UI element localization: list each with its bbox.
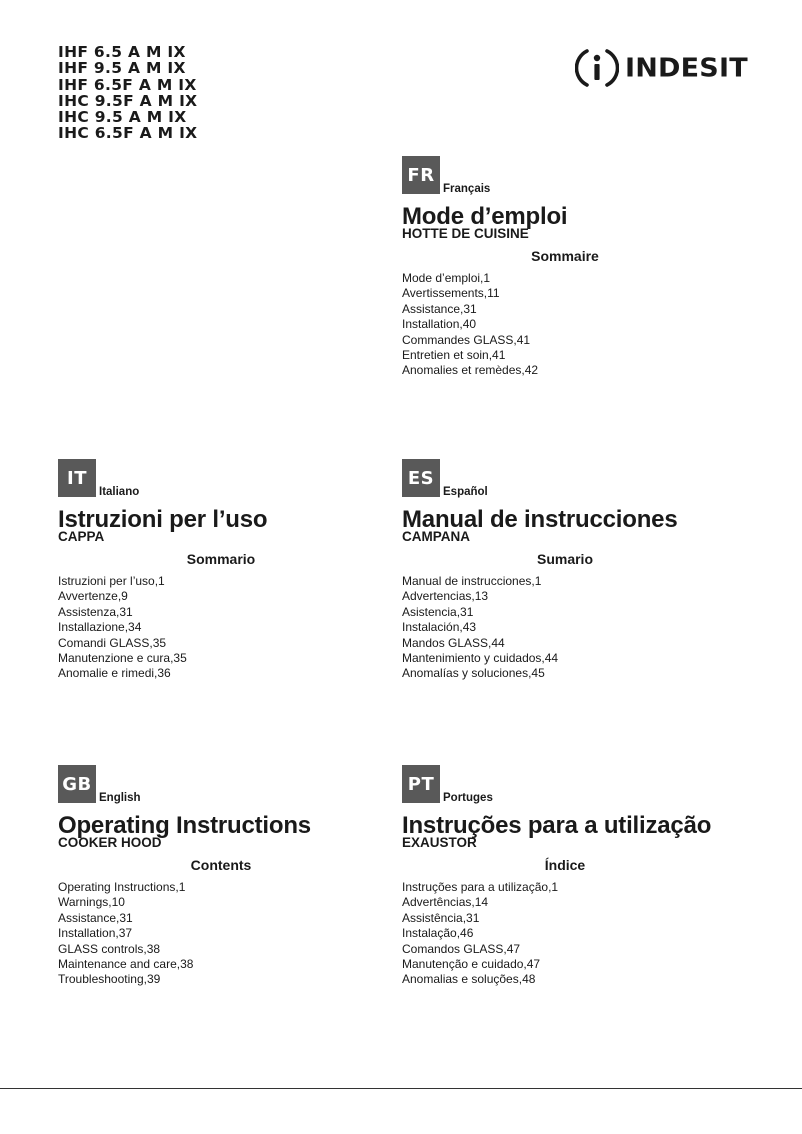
toc-item: Instalación,43 [402, 620, 477, 635]
manual-title: Istruzioni per l’uso [58, 506, 268, 533]
toc-item: Entretien et soin,41 [402, 348, 506, 363]
product-type: CAPPA [58, 529, 105, 544]
toc-item: Anomalies et remèdes,42 [402, 363, 539, 378]
section-gb [58, 765, 388, 988]
toc-item: Installation,37 [58, 926, 133, 941]
toc-heading: Índice [544, 857, 586, 873]
toc-item: Anomalias e soluções,48 [402, 972, 536, 987]
language-badge: IT [58, 459, 96, 497]
language-name: Français [443, 183, 491, 195]
manual-title: Manual de instrucciones [402, 506, 678, 533]
toc-item: Comandi GLASS,35 [58, 635, 167, 650]
toc-heading: Sommario [186, 551, 256, 567]
product-type: HOTTE DE CUISINE [402, 226, 529, 241]
toc-item: Mantenimiento y cuidados,44 [402, 651, 559, 666]
toc-item: Instruções para a utilização,1 [402, 880, 559, 894]
toc-item: Maintenance and care,38 [58, 957, 194, 972]
toc-heading: Sumario [536, 551, 593, 567]
toc-item: Advertências,14 [402, 895, 489, 910]
toc-item: Comandos GLASS,47 [402, 941, 521, 956]
model-list [58, 44, 197, 142]
toc-list [402, 271, 732, 379]
toc-item: Manutenção e cuidado,47 [402, 957, 541, 972]
language-badge: PT [402, 765, 440, 803]
language-name: English [99, 792, 141, 804]
toc-item: Installation,40 [402, 317, 477, 332]
model-name: IHF 6.5F A M IX [58, 75, 197, 94]
toc-item: Commandes GLASS,41 [402, 332, 531, 347]
toc-item: Manual de instrucciones,1 [402, 574, 542, 588]
toc-item: Anomalías y soluciones,45 [402, 666, 545, 681]
toc-heading: Contents [190, 857, 252, 873]
model-name: IHC 9.5 A M IX [58, 108, 187, 127]
indesit-i-icon [575, 47, 619, 89]
manual-title: Instruções para a utilização [402, 812, 712, 839]
toc-item: Avertissements,11 [402, 286, 500, 301]
model-name: IHF 6.5 A M IX [58, 43, 186, 61]
model-name: IHC 9.5F A M IX [58, 91, 198, 110]
toc-item: Avvertenze,9 [58, 589, 128, 604]
language-badge: ES [402, 459, 440, 497]
model-name: IHF 9.5 A M IX [58, 59, 186, 78]
toc-list [402, 574, 732, 682]
product-type: CAMPANA [402, 529, 470, 544]
manual-title: Operating Instructions [58, 812, 311, 839]
toc-item: Istruzioni per l’uso,1 [58, 574, 165, 588]
language-name: Italiano [99, 486, 140, 498]
toc-list [58, 880, 388, 988]
section-it [58, 459, 388, 682]
toc-item: Advertencias,13 [402, 589, 489, 604]
toc-item: Troubleshooting,39 [58, 972, 161, 987]
toc-list [58, 574, 388, 682]
language-name: Portuges [443, 792, 493, 804]
toc-item: Assistenza,31 [58, 604, 133, 619]
toc-item: Asistencia,31 [402, 604, 474, 619]
toc-item: Anomalie e rimedi,36 [58, 666, 171, 681]
toc-heading: Sommaire [531, 248, 599, 264]
language-name: Español [443, 486, 488, 498]
toc-item: Installazione,34 [58, 620, 142, 635]
language-badge: FR [402, 156, 440, 194]
toc-item: Warnings,10 [58, 895, 125, 910]
product-type: EXAUSTOR [402, 835, 477, 850]
manual-title: Mode d’emploi [402, 203, 568, 230]
toc-list [402, 880, 732, 988]
toc-item: Assistência,31 [402, 910, 480, 925]
toc-item: Assistance,31 [402, 301, 477, 316]
product-type: COOKER HOOD [58, 835, 162, 850]
toc-item: GLASS controls,38 [58, 941, 161, 956]
toc-item: Operating Instructions,1 [58, 880, 186, 894]
language-badge: GB [58, 765, 96, 803]
brand-name: INDESIT [625, 53, 748, 83]
section-fr [402, 156, 732, 379]
section-es [402, 459, 732, 682]
toc-item: Assistance,31 [58, 910, 133, 925]
section-pt [402, 765, 732, 988]
toc-item: Manutenzione e cura,35 [58, 651, 187, 666]
bottom-divider [0, 1088, 802, 1089]
model-name: IHC 6.5F A M IX [58, 124, 198, 143]
brand-logo [575, 47, 748, 89]
toc-item: Mandos GLASS,44 [402, 635, 505, 650]
toc-item: Mode d’emploi,1 [402, 271, 491, 285]
toc-item: Instalação,46 [402, 926, 474, 941]
